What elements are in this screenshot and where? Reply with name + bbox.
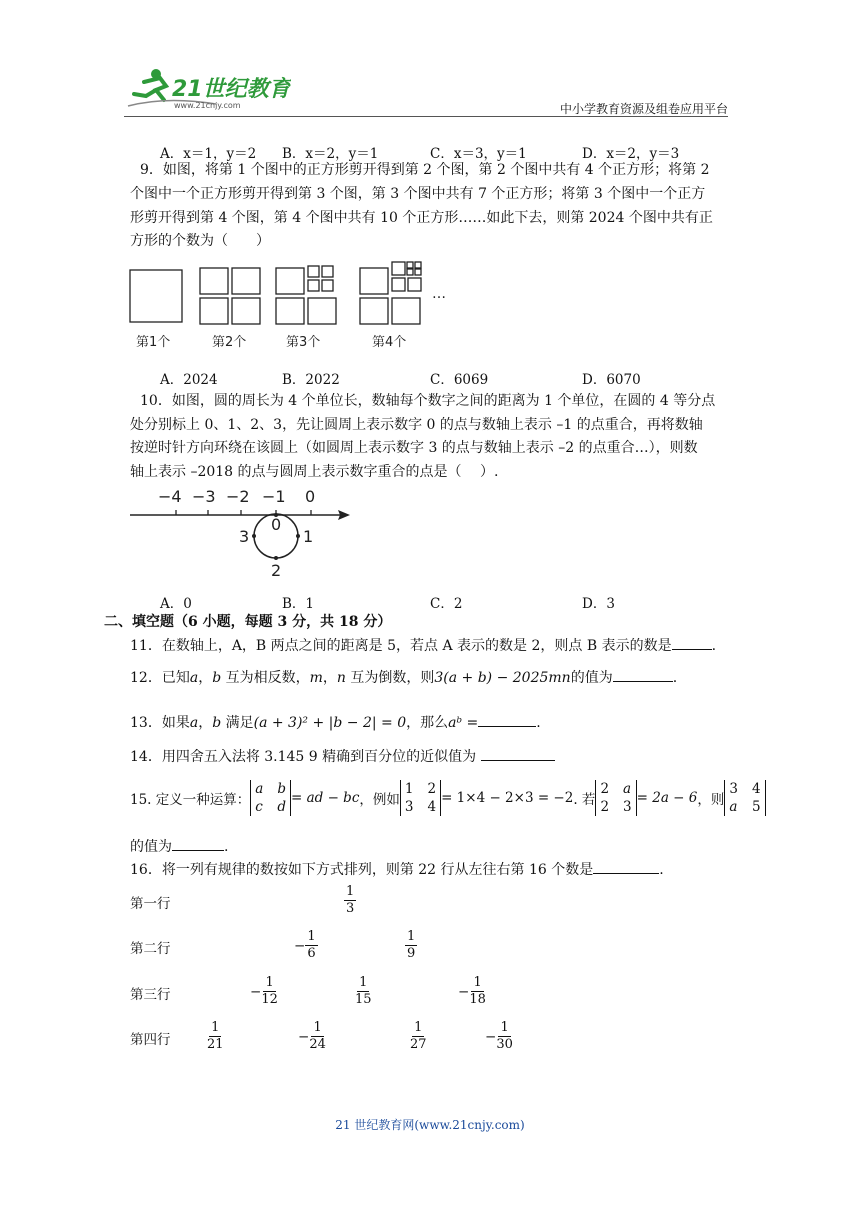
row4-item1: $\frac{1}{21}$ <box>207 1020 224 1052</box>
q13-var-a: a <box>189 715 199 731</box>
fig-ellipsis: … <box>432 286 446 302</box>
q15-mid2: . 若 <box>573 792 596 808</box>
circle-label-2: 2 <box>271 561 282 580</box>
q14-blank[interactable] <box>481 746 555 761</box>
row-label-2: 第二行 <box>130 941 171 957</box>
axis-label-m4: −4 <box>158 487 182 506</box>
circle-label-1: 1 <box>303 527 314 546</box>
q10-line-1: 10．如图，圆的周长为 4 个单位长，数轴每个数字之间的距离为 1 个单位，在圆的 4 等分点 <box>140 393 716 409</box>
q9-figure <box>128 260 468 360</box>
q15-mid3: ，则 <box>697 792 725 808</box>
q9-line-1: 9．如图，将第 1 个图中的正方形剪开得到第 2 个图，第 2 个图中共有 4 个正方形；将第 2 <box>140 162 710 178</box>
row3-item3: − $\frac{1}{18}$ <box>458 975 486 1007</box>
q9-option-a: A．2024 <box>160 372 218 388</box>
axis-label-0: 0 <box>305 487 316 506</box>
row3-item1: − $\frac{1}{12}$ <box>250 975 278 1007</box>
q12-mid2: 互为相反数， <box>221 670 310 686</box>
q12-expression: 3(a + b) − 2025mn <box>434 670 571 686</box>
q10-line-2: 处分别标上 0、1、2、3，先让圆周上表示数字 0 的点与数轴上表示 –1 的点重合，再将数轴 <box>130 417 703 433</box>
row4-item2: − $\frac{1}{24}$ <box>298 1020 326 1052</box>
row1-item1: $\frac{1}{3}$ <box>346 884 355 916</box>
q13-expression: (a + 3)² + |b − 2| = 0 <box>253 715 407 731</box>
q10-option-b: B．1 <box>282 596 315 612</box>
platform-name: 中小学教育资源及组卷应用平台 <box>559 102 728 116</box>
q8-option-a: A．x＝1，y＝2 <box>160 146 257 162</box>
q15-end: . <box>224 839 229 855</box>
q14-text: 14．用四舍五入法将 3.145 9 精确到百分位的近似值为 <box>130 749 477 765</box>
row3-item2: $\frac{1}{15}$ <box>355 975 372 1007</box>
q15-blank[interactable] <box>172 836 224 851</box>
q10-option-d: D．3 <box>582 596 615 612</box>
q12-var-a: a <box>189 670 199 686</box>
q12-post: 的值为 <box>570 670 613 686</box>
q9-option-d: D．6070 <box>582 372 641 388</box>
q13-mid1: ， <box>198 715 213 731</box>
q13-var-b: b <box>212 715 222 731</box>
q8-option-d: D．x＝2，y＝3 <box>582 146 680 162</box>
q12-mid4: 互为倒数，则 <box>345 670 435 686</box>
q15-def-determinant: a b c d <box>250 780 291 816</box>
q12-var-b: b <box>212 670 222 686</box>
q12 <box>130 667 677 688</box>
row-label-4: 第四行 <box>130 1032 171 1048</box>
q15-given-rhs: = 2a − 6 <box>636 790 698 806</box>
q9-line-2: 个图中一个正方形剪开得到第 3 个图，第 3 个图中共有 7 个正方形；将第 3 个图中一个正方 <box>130 186 706 202</box>
fig-label-3: 第3个 <box>286 335 321 350</box>
q13-mid2: 满足 <box>221 715 254 731</box>
row-label-3: 第三行 <box>130 987 171 1003</box>
q10-option-a: A．0 <box>160 596 192 612</box>
q15-pre: 15. 定义一种运算： <box>130 792 251 808</box>
q12-blank[interactable] <box>613 667 673 682</box>
q15-line-2 <box>130 836 228 857</box>
footer-link[interactable]: 21 世纪教育网(www.21cnjy.com) <box>335 1118 525 1132</box>
q12-mid1: ， <box>198 670 213 686</box>
q9-line-3: 形剪开得到第 4 个图，第 4 个图中共有 10 个正方形……如此下去，则第 2024 个图中共有正 <box>130 210 713 226</box>
header-divider <box>124 116 728 117</box>
q11-end: . <box>711 638 717 654</box>
q12-var-n: n <box>336 670 346 686</box>
q16-blank[interactable] <box>593 859 659 874</box>
q15-line2-text: 的值为 <box>130 839 172 855</box>
q15 <box>130 778 766 818</box>
q16-end: . <box>659 862 664 878</box>
q16-text: 16．将一列有规律的数按如下方式排列，则第 22 行从左往右第 16 个数是 <box>130 862 594 878</box>
q13-blank[interactable] <box>478 712 536 727</box>
q15-example-determinant: 1 2 3 4 <box>400 780 441 816</box>
q15-example-rhs: = 1×4 − 2×3 = −2 <box>441 790 574 806</box>
q11-text: 11．在数轴上，A，B 两点之间的距离是 5，若点 A 表示的数是 2，则点 B 表示的数是 <box>130 638 672 654</box>
q13 <box>130 712 541 733</box>
q12-pre: 12．已知 <box>130 670 190 686</box>
circle-label-0: 0 <box>271 515 282 534</box>
row-label-1: 第一行 <box>130 896 171 912</box>
q8-option-b: B．x＝2，y＝1 <box>282 146 379 162</box>
q9-option-b: B．2022 <box>282 372 340 388</box>
q14 <box>130 746 555 767</box>
row2-item2: $\frac{1}{9}$ <box>407 929 416 961</box>
axis-label-m1: −1 <box>262 487 286 506</box>
logo-text: 21世纪教育 <box>172 77 291 102</box>
q13-power: aᵇ = <box>448 715 479 731</box>
q8-option-c: C．x＝3，y＝1 <box>430 146 527 162</box>
q10-figure <box>128 482 358 582</box>
fig-label-1: 第1个 <box>136 335 171 350</box>
axis-label-m2: −2 <box>226 487 250 506</box>
q15-mid1: ，例如 <box>359 792 400 808</box>
q9-line-4: 方形的个数为（ ） <box>130 233 270 249</box>
q15-def-rhs: = ad − bc <box>290 790 360 806</box>
q11 <box>130 635 716 656</box>
q16 <box>130 859 664 880</box>
q12-mid3: ， <box>322 670 337 686</box>
q15-question-determinant: 3 4 a 5 <box>724 780 765 816</box>
circle-label-3: 3 <box>239 527 250 546</box>
q12-var-m: m <box>309 670 323 686</box>
axis-label-m3: −3 <box>192 487 216 506</box>
q9-option-c: C．6069 <box>430 372 489 388</box>
q10-line-4: 轴上表示 –2018 的点与圆周上表示数字重合的点是（ ）. <box>130 464 499 480</box>
q10-line-3: 按逆时针方向环绕在该圆上（如圆周上表示数字 3 的点与数轴上表示 –2 的点重合…），则数 <box>130 440 698 456</box>
logo-url: www.21cnjy.com <box>174 101 241 110</box>
fig-label-4: 第4个 <box>372 335 407 350</box>
site-logo <box>126 66 291 112</box>
q10-option-c: C．2 <box>430 596 463 612</box>
q13-end: . <box>536 715 541 731</box>
row2-item1: − $\frac{1}{6}$ <box>294 929 316 961</box>
section-2-title: 二、填空题（6 小题，每题 3 分，共 18 分） <box>104 614 392 630</box>
q11-blank[interactable] <box>672 635 712 650</box>
fig-label-2: 第2个 <box>212 335 247 350</box>
q13-mid3: ，那么 <box>406 715 449 731</box>
q12-end: . <box>672 670 678 686</box>
fig1-square <box>130 270 182 322</box>
row4-item3: $\frac{1}{27}$ <box>410 1020 427 1052</box>
row4-item4: − $\frac{1}{30}$ <box>485 1020 513 1052</box>
q13-pre: 13．如果 <box>130 715 190 731</box>
q15-given-determinant: 2 a 2 3 <box>595 780 636 816</box>
